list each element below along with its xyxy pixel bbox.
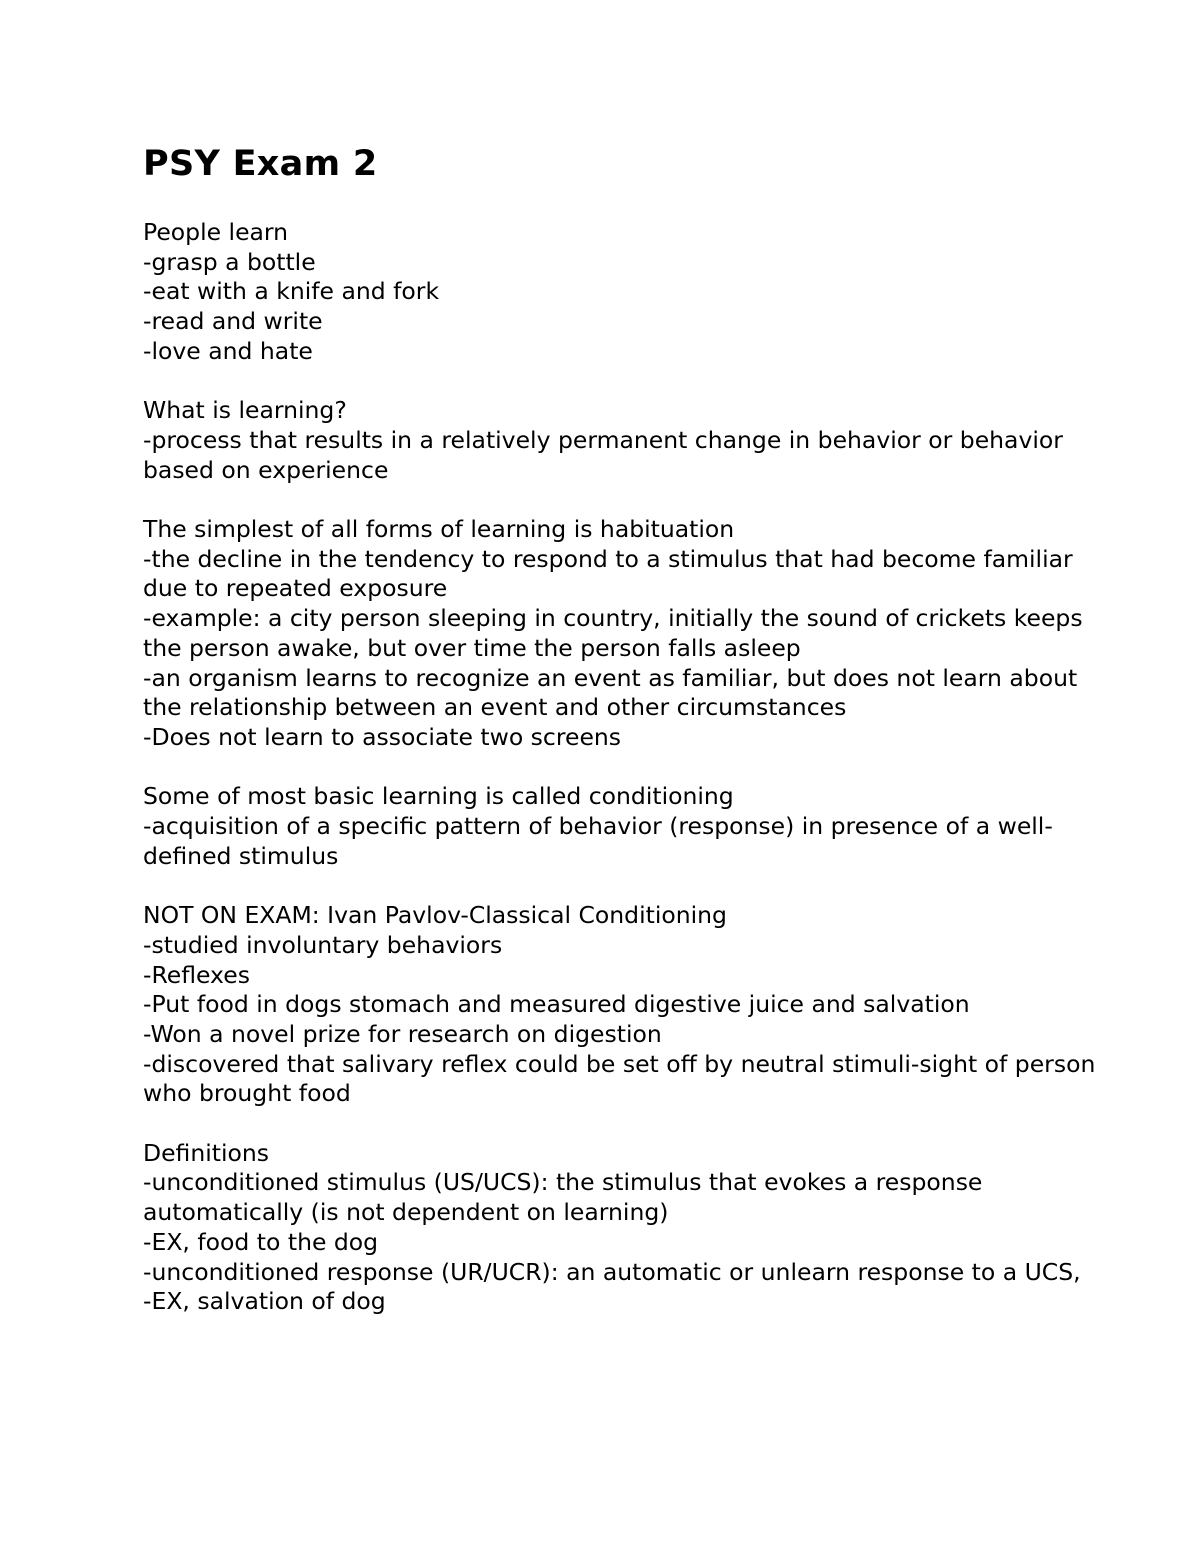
- bullet-text: EX, salvation of dog: [151, 1287, 386, 1316]
- bullet-text: Put food in dogs stomach and measured digestive juice and salvation: [151, 990, 970, 1019]
- text-line: -studied involuntary behaviors: [143, 930, 503, 959]
- text-line: -an organism learns to recognize an event as familiar, but does not learn about the relationship between an event and other circumstances: [143, 663, 1085, 722]
- section-habituation: [143, 515, 1103, 753]
- text-line: -process that results in a relatively permanent change in behavior or behavior based on experience: [143, 425, 1071, 484]
- text-line: -discovered that salivary reflex could be set off by neutral stimuli-sight of person who brought food: [143, 1049, 1103, 1108]
- text-line: -eat with a knife and fork: [143, 277, 440, 306]
- text-line: -grasp a bottle: [143, 247, 316, 276]
- section-conditioning: [143, 782, 1103, 871]
- text-line: People learn: [143, 218, 289, 246]
- bullet-line: [143, 1020, 1103, 1050]
- text-line: -the decline in the tendency to respond to a stimulus that had become familiar due to repeated exposure: [143, 544, 1081, 603]
- page-title: PSY Exam 2: [143, 144, 378, 184]
- text-line: The simplest of all forms of learning is habituation: [143, 515, 735, 543]
- section-pavlov: [143, 901, 1103, 1109]
- text-line: -acquisition of a specific pattern of behavior (response) in presence of a well-defined stimulus: [143, 812, 1053, 870]
- bullet-line: [143, 990, 1103, 1020]
- text-line: Definitions: [143, 1138, 270, 1167]
- bullet-dash: -: [143, 722, 152, 751]
- text-line: -read and write: [143, 307, 323, 336]
- bullet-dash: -: [143, 604, 152, 633]
- bullet-text: example: a city person sleeping in country, initially the sound of crickets keeps the person awake, but over time the person falls asleep: [143, 604, 1091, 662]
- text-line: -love and hate: [143, 336, 313, 365]
- text-line: -unconditioned response (UR/UCR): an automatic or unlearn response to a UCS,: [143, 1257, 1081, 1286]
- section-people-learn: [143, 218, 1103, 367]
- bullet-dash: -: [143, 1227, 152, 1256]
- text-line: NOT ON EXAM: Ivan Pavlov-Classical Conditioning: [143, 901, 727, 930]
- section-definitions: [143, 1139, 1103, 1317]
- bullet-dash: -: [143, 1019, 151, 1048]
- bullet-dash: -: [143, 990, 152, 1019]
- bullet-line: [143, 604, 1103, 663]
- text-line: What is learning?: [143, 396, 347, 425]
- bullet-text: Does not learn to associate two screens: [151, 722, 622, 751]
- bullet-dash: -: [143, 960, 152, 989]
- text-line: Some of most basic learning is called conditioning: [143, 782, 734, 811]
- text-line: -unconditioned stimulus (US/UCS): the stimulus that evokes a response automatically (is not dependent on learning): [143, 1168, 990, 1227]
- bullet-line: [143, 723, 1103, 753]
- bullet-text: EX, food to the dog: [151, 1227, 379, 1256]
- document-page: [143, 140, 1103, 1347]
- bullet-line: [143, 961, 1103, 991]
- bullet-dash: -: [143, 1287, 152, 1316]
- bullet-line: [143, 1287, 1103, 1317]
- bullet-line: [143, 1228, 1103, 1258]
- section-what-is-learning: [143, 396, 1103, 485]
- bullet-text: Won a novel prize for research on digestion: [150, 1019, 662, 1048]
- bullet-text: Reflexes: [151, 960, 250, 989]
